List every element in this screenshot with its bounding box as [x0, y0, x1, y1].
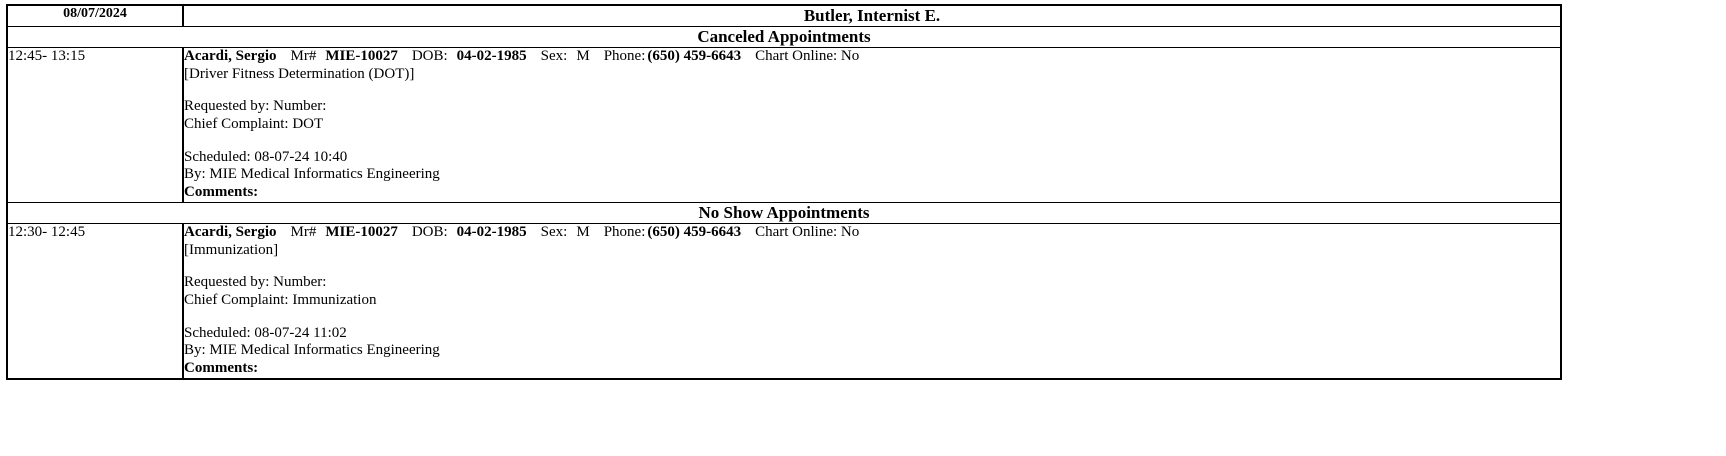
- scheduled-by: By: MIE Medical Informatics Engineering: [184, 166, 440, 183]
- phone-value: (650) 459-6643: [647, 48, 742, 64]
- appointment-details: [183, 48, 1561, 203]
- spacer: [184, 310, 1560, 325]
- dob-label: DOB:: [411, 48, 448, 64]
- appointment-details: [183, 223, 1561, 378]
- dob-value: 04-02-1985: [456, 48, 527, 64]
- patient-summary-line: [184, 48, 1560, 66]
- phone-value: (650) 459-6643: [647, 223, 742, 240]
- appointment-reason: [Driver Fitness Determination (DOT)]: [184, 65, 415, 82]
- requested-by: Requested by: Number:: [184, 274, 327, 291]
- scheduled-by: By: MIE Medical Informatics Engineering: [184, 342, 440, 359]
- sex-label: Sex:: [540, 48, 568, 64]
- dob-value: 04-02-1985: [456, 223, 527, 240]
- requested-by: Requested by: Number:: [184, 98, 327, 115]
- section-banner-row: [7, 202, 1561, 223]
- appointment-time: 12:45- 13:15: [7, 48, 183, 203]
- schedule-date: 08/07/2024: [7, 5, 183, 27]
- schedule-header-row: [7, 5, 1561, 27]
- appointment-time: 12:30- 12:45: [7, 223, 183, 378]
- chart-online-status: Chart Online: No: [755, 48, 860, 64]
- section-title-no-show: No Show Appointments: [7, 202, 1561, 223]
- patient-summary-line: [184, 224, 1560, 242]
- patient-name[interactable]: Acardi, Sergio: [184, 48, 277, 64]
- section-title-canceled: Canceled Appointments: [7, 27, 1561, 48]
- scheduled-timestamp: Scheduled: 08-07-24 11:02: [184, 324, 347, 341]
- mrn-value: MIE-10027: [325, 223, 398, 240]
- chief-complaint: Chief Complaint: DOT: [184, 116, 324, 133]
- sex-label: Sex:: [540, 223, 568, 240]
- scheduled-timestamp: Scheduled: 08-07-24 10:40: [184, 148, 348, 165]
- schedule-table: [6, 4, 1562, 380]
- sex-value: M: [576, 223, 590, 240]
- appointment-row[interactable]: [7, 48, 1561, 203]
- chart-online-status: Chart Online: No: [755, 223, 860, 240]
- sex-value: M: [576, 48, 590, 64]
- phone-label: Phone:: [603, 223, 646, 240]
- mrn-label: Mr#: [290, 48, 317, 64]
- appointment-reason: [Immunization]: [184, 241, 279, 258]
- section-banner-row: [7, 27, 1561, 48]
- provider-name: Butler, Internist E.: [183, 5, 1561, 27]
- spacer: [184, 83, 1560, 98]
- chief-complaint: Chief Complaint: Immunization: [184, 291, 377, 308]
- spacer: [184, 259, 1560, 274]
- appointment-row[interactable]: [7, 223, 1561, 378]
- mrn-label: Mr#: [290, 223, 317, 240]
- phone-label: Phone:: [603, 48, 646, 64]
- mrn-value: MIE-10027: [325, 48, 398, 64]
- patient-name[interactable]: Acardi, Sergio: [184, 223, 277, 240]
- comments-label: Comments:: [184, 184, 259, 201]
- dob-label: DOB:: [411, 223, 448, 240]
- comments-label: Comments:: [184, 359, 259, 376]
- spacer: [184, 134, 1560, 149]
